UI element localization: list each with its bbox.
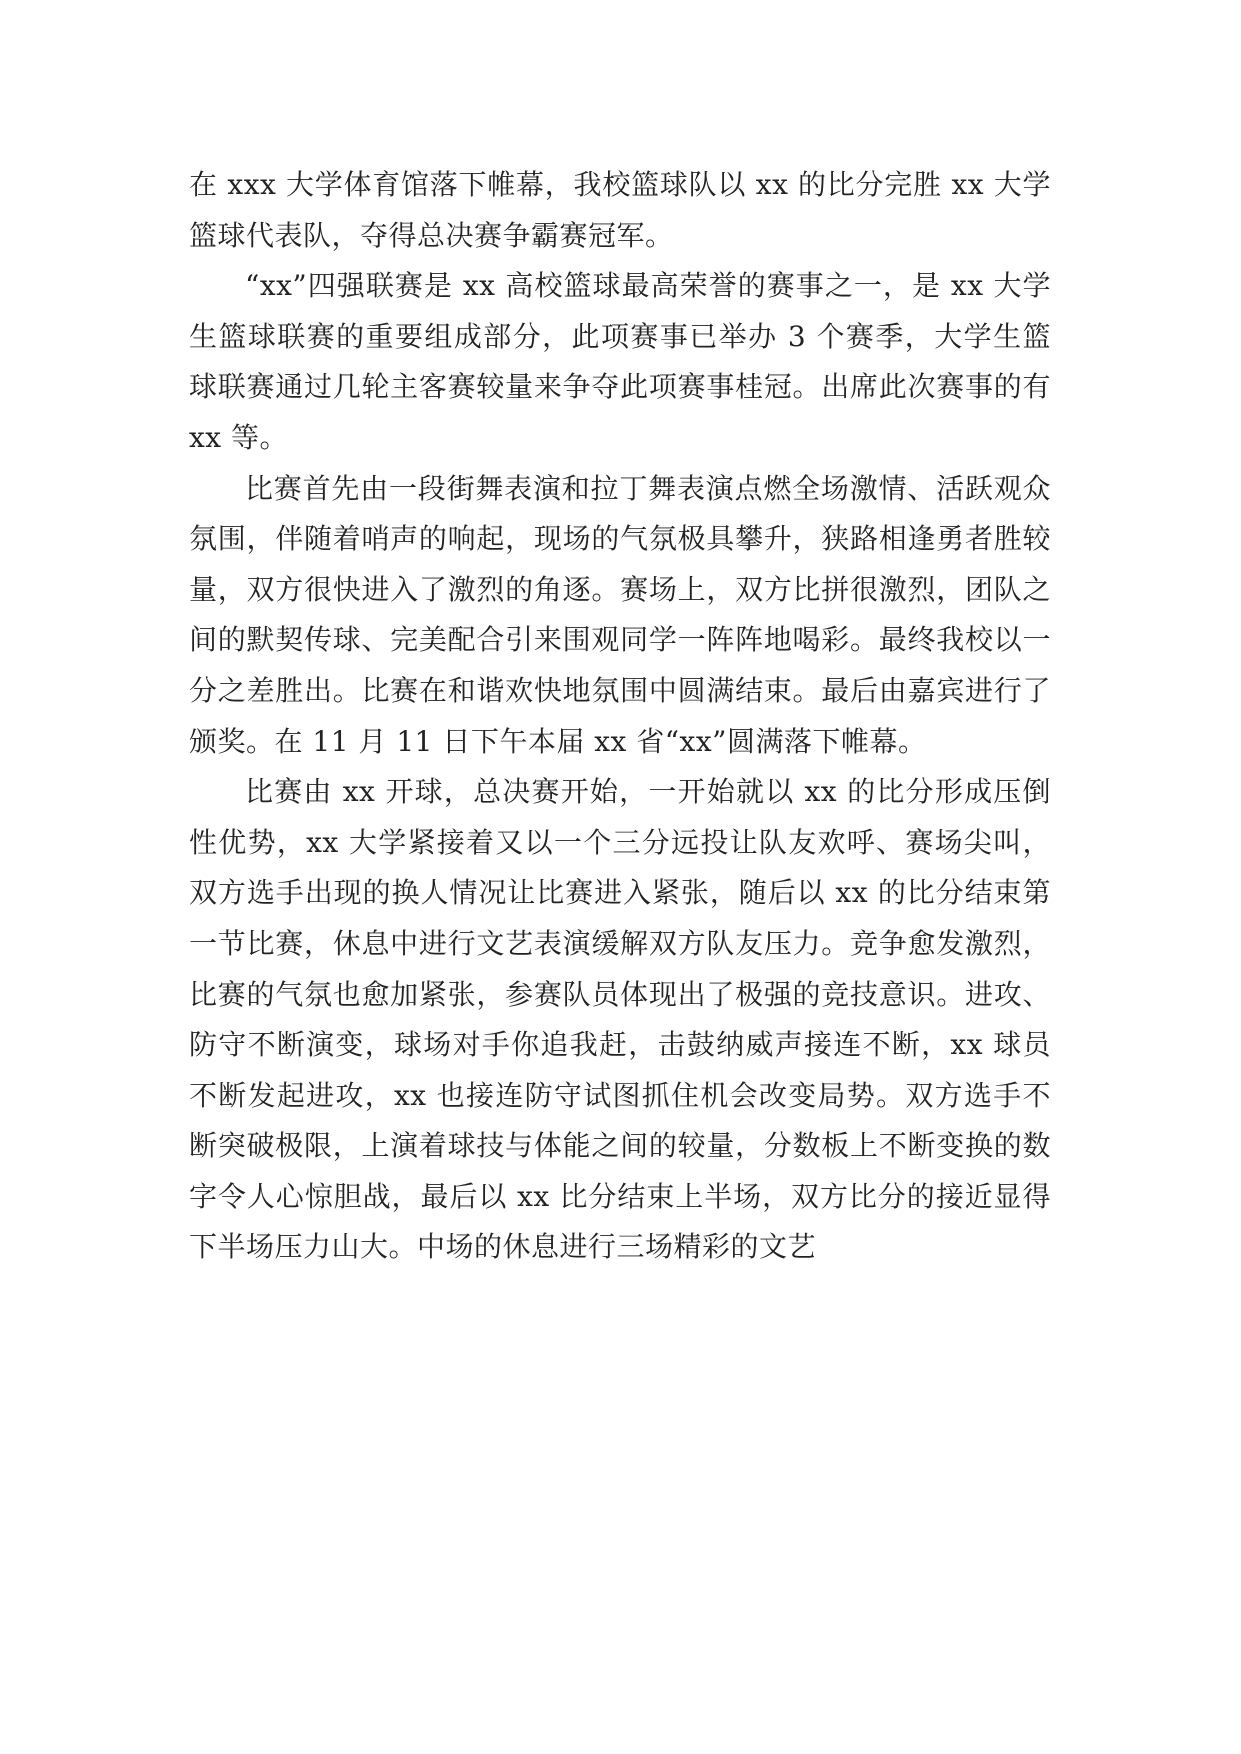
paragraph-2: “xx”四强联赛是 xx 高校篮球最高荣誉的赛事之一，是 xx 大学生篮球联赛的重要组成部分，此项赛事已举办 3 个赛季，大学生篮球联赛通过几轮主客赛较量来争夺此项赛事桂冠。出席此次赛事的有 xx 等。	[189, 269, 1051, 454]
paragraph-1: 在 xxx 大学体育馆落下帷幕，我校篮球队以 xx 的比分完胜 xx 大学篮球代表队，夺得总决赛争霸赛冠军。	[189, 168, 1051, 252]
paragraph-4: 比赛由 xx 开球，总决赛开始，一开始就以 xx 的比分形成压倒性优势，xx 大学紧接着又以一个三分远投让队友欢呼、赛场尖叫，双方选手出现的换人情况让比赛进入紧张，随后以 xx 的比分结束第一节比赛，休息中进行文艺表演缓解双方队友压力。竞争愈发激烈，比赛的气氛也愈加紧张，参赛队员体现出了极强的竞技意识。进攻、防守不断演变，球场对手你追我赶，击鼓纳威声接连不断，xx 球员不断发起进攻，xx 也接连防守试图抓住机会改变局势。双方选手不断突破极限，上演着球技与体能之间的较量，分数板上不断变换的数字令人心惊胆战，最后以 xx 比分结束上半场，双方比分的接近显得下半场压力山大。中场的休息进行三场精彩的文艺	[189, 775, 1051, 1264]
document-body	[189, 160, 1051, 1273]
paragraph-3: 比赛首先由一段街舞表演和拉丁舞表演点燃全场激情、活跃观众氛围，伴随着哨声的响起，现场的气氛极具攀升，狭路相逢勇者胜较量，双方很快进入了激烈的角逐。赛场上，双方比拼很激烈，团队之间的默契传球、完美配合引来围观同学一阵阵地喝彩。最终我校以一分之差胜出。比赛在和谐欢快地氛围中圆满结束。最后由嘉宾进行了颁奖。在 11 月 11 日下午本届 xx 省“xx”圆满落下帷幕。	[189, 471, 1051, 758]
